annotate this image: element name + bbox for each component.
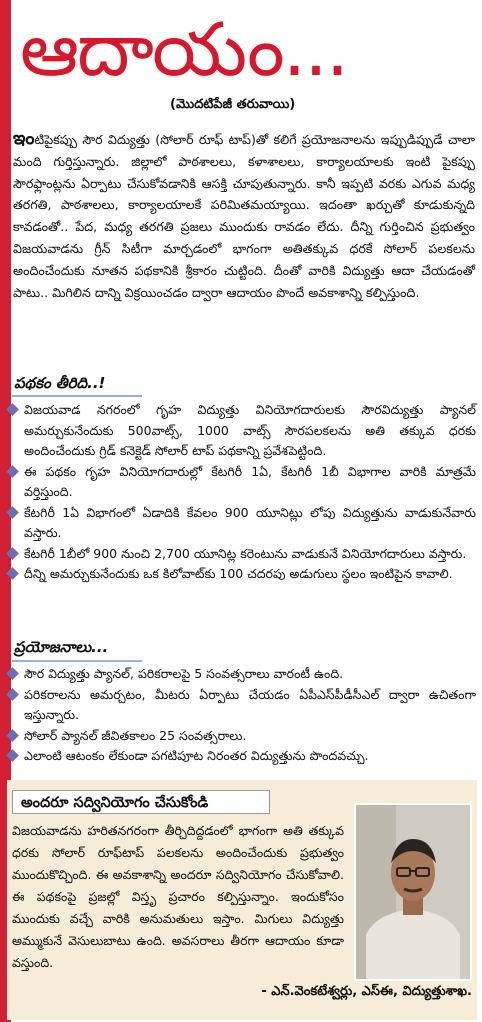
list-item-text: ఎలాంటి ఆటంకం లేకుండా పగటిపూట నిరంతర విద్యుత్తును పొందవచ్చు. — [24, 748, 369, 763]
headline: ఆదాయం... — [20, 7, 348, 93]
diamond-bullet-icon — [6, 465, 19, 478]
portrait-illustration — [356, 805, 470, 979]
list-item — [6, 664, 476, 685]
diamond-bullet-icon — [6, 506, 19, 519]
scheme-heading-rule — [12, 395, 142, 397]
list-item-text: దీన్ని అమర్చుకునేందుకు ఒక కిలోవాట్‌కు 100 చదరపు అడుగులు స్థలం ఇంటిపైన కావాలి. — [24, 566, 453, 581]
list-item — [6, 746, 476, 767]
list-item-text: కేటగిరీ 1బీలో 900 నుంచి 2,700 యూనిట్ల కరెంటును వాడుకునే వినియోగదారులు వస్తారు. — [24, 545, 467, 561]
list-item — [6, 685, 476, 726]
intro-text: టిపైకప్పు సౌర విద్యుత్తు (సోలార్ రూఫ్ టాప్)తో కలిగే ప్రయోజనాలను ఇప్పుడిప్పుడే చాలా మంది గుర్తిస్తున్నారు. జిల్లాలో పాఠశాలలు, కళాశాలలు, కార్యాలయాలకు ఇంటి పైకప్పు సౌరఫ్లాంట్లను ఏర్పాటు చేసుకోవడానికి ఆసక్తి చూపుతున్నారు. కానీ ఇప్పటి వరకు ఎగువ మధ్య తరగతి, పాఠశాలలు, కార్యాలయాలకే పరిమితమయ్యాయి. ఇదంతా ఖర్చుతో కూడుకున్నది కావడంతో.. పేద, మధ్య తరగతి ప్రజలు ముందుకు రావడం లేదు. దీన్ని గుర్తించిన ప్రభుత్వం విజయవాడను గ్రీన్ సిటీగా మార్చడంలో భాగంగా అతితక్కువ ధరకే సోలార్ పలకలను అందించేందుకు నూతన పథకానికి శ్రీకారం చుట్టింది. దీంతో వారికి విద్యుత్తు ఆదా చేయడంతో పాటు.. మిగిలిన దాన్ని విక్రయించడం ద్వారా ఆదాయం పొందే అవకాశాన్ని కల్పిస్తుంది. — [13, 132, 475, 300]
intro-first-char: ఇం — [13, 128, 35, 149]
intro-paragraph — [13, 128, 475, 303]
diamond-bullet-icon — [6, 567, 19, 580]
official-photo — [354, 803, 472, 981]
diamond-bullet-icon — [6, 403, 19, 416]
diamond-bullet-icon — [6, 749, 19, 762]
scheme-heading: పథకం తీరిది..! — [14, 374, 106, 392]
list-item — [6, 400, 476, 462]
list-item-text: సౌర విద్యుత్తు ప్యానల్, పరికరాలపై 5 సంవత్సరాలు వారంటీ ఉంది. — [24, 666, 344, 681]
list-item — [6, 544, 476, 565]
scheme-list — [6, 400, 476, 585]
continued-note: (మొదటిపేజీ తరువాయి) — [170, 97, 296, 112]
list-item — [6, 503, 476, 544]
diamond-bullet-icon — [6, 729, 19, 742]
benefits-heading: ప్రయోజనాలు... — [14, 638, 109, 656]
diamond-bullet-icon — [6, 667, 19, 680]
list-item-text: కేటగిరీ 1ఏ విభాగంలో ఏడాదికి కేవలం 900 యూనిట్లు లోపు విద్యుత్తును వాడుకునేవారు వస్తారు. — [24, 504, 476, 540]
quote-box-title: అందరూ సద్వినియోగం చేసుకోండి — [12, 790, 270, 814]
benefits-list — [6, 664, 476, 767]
quote-box-text: విజయవాడను హరితనగరంగా తీర్చిదిద్దడంలో భాగంగా అతి తక్కువ ధరకు సోలార్ రూఫ్‌టాప్ పలకలను అందించేందుకు ప్రభుత్వం ముందుకొచ్చింది. ఈ అవకాశాన్ని అందరూ సద్వినియోగం చేసుకోవాలి. ఈ పథకంపై ప్రజల్లో విస్తృ ప్రచారం కల్పిస్తున్నాం. ఇందుకోసం ముందుకు వచ్చే వారికి అనుమతులు ఇస్తాం. మిగులు విద్యుత్తు అమ్ముకునే వెసులుబాటు ఉంది. అవసరాలు తీరగా ఆదాయం కూడా వస్తుంది. — [12, 823, 344, 970]
list-item-text: పరికరాలను అమర్చటం, మీటరు ఏర్పాటు చేయడం ఏపీఎస్‌పీడీసీఎల్ ద్వారా ఉచితంగా ఇస్తున్నారు. — [24, 686, 476, 722]
list-item — [6, 564, 476, 585]
list-item-text: సోలార్ ప్యానల్ జీవితకాలం 25 సంవత్సరాలు. — [24, 727, 247, 743]
diamond-bullet-icon — [6, 688, 19, 701]
diamond-bullet-icon — [6, 547, 19, 560]
benefits-heading-rule — [12, 660, 142, 662]
list-item-text: ఈ పథకం గృహ వినియోగదారుల్లో కేటగిరీ 1ఏ, కేటగిరీ 1బీ విభాగాల వారికి మాత్రమే వర్తిస్తుంది. — [24, 463, 476, 499]
list-item — [6, 462, 476, 503]
list-item-text: విజయవాడ నగరంలో గృహ విద్యుత్తు వినియోగదారులకు సౌరవిద్యుత్తు ప్యానల్ అమర్చుకునేందుకు 500వాట్స్, 1000 వాట్స్ సౌరపలకలను అతి తక్కువ ధరకు అందించేందుకు గ్రిడ్ కనెక్టెడ్ సోలార్ టాప్ పథకాన్ని ప్రవేశపెట్టింది. — [24, 402, 476, 458]
quote-credit: - ఎన్.వెంకటేశ్వర్లు, ఎస్ఈ, విద్యుత్తుశాఖ. — [261, 984, 472, 999]
list-item — [6, 726, 476, 747]
